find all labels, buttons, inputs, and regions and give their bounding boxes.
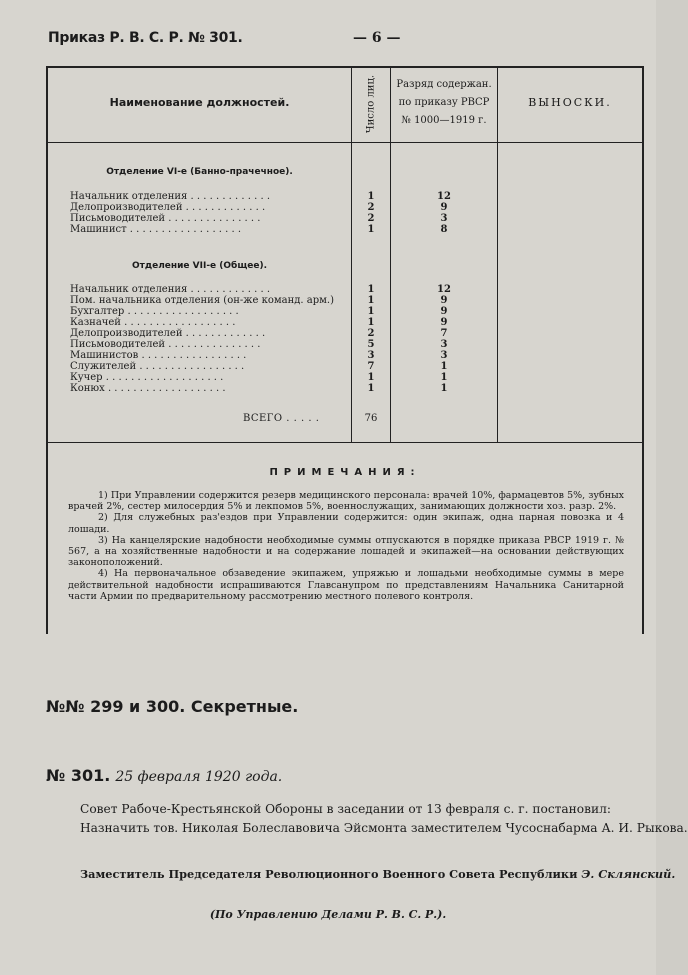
table-row	[48, 339, 642, 350]
header-order-title: Приказ Р. В. С. Р. № 301.	[48, 30, 243, 46]
signature-title: Заместитель Председателя Революционного Военного Совета Республики	[80, 867, 578, 881]
row-name: Бухгалтер . . . . . . . . . . . . . . . . . .	[70, 306, 239, 317]
row-grade: 9	[440, 295, 448, 306]
total-label: ВСЕГО . . . . .	[243, 413, 320, 424]
footer-office: (По Управлению Делами Р. В. С. Р.).	[209, 908, 447, 921]
row-grade: 1	[440, 372, 448, 383]
notes-body	[68, 490, 624, 602]
row-name: Делопроизводителей . . . . . . . . . . . . .	[70, 328, 266, 339]
row-count: 1	[367, 295, 375, 306]
staff-table	[46, 66, 644, 634]
column-header-count	[352, 66, 390, 142]
note-item: 1) При Управлении содержится резерв медицинского персонала: врачей 10%, фармацевтов 5%, зубных врачей 2%, сестер милосердия 5% и лекпомов 5%, военнослужащих, занимающих должности хоз. разр. 2%.	[68, 490, 624, 513]
row-grade: 7	[440, 328, 448, 339]
note-item: 2) Для служебных раз'ездов при Управлении содержится: один экипаж, одна парная повозка и 4 лошади.	[68, 512, 624, 535]
order-line: Совет Рабоче-Крестьянской Обороны в заседании от 13 февраля с. г. постановил:	[80, 802, 611, 816]
table-row	[48, 350, 642, 361]
table-top-rule	[48, 66, 642, 68]
table-row	[48, 328, 642, 339]
row-grade: 3	[440, 350, 448, 361]
table-notes-rule	[48, 442, 642, 443]
table-header-rule	[48, 142, 642, 143]
total-value: 76	[364, 413, 378, 424]
row-grade: 9	[440, 306, 448, 317]
note-item: 3) На канцелярские надобности необходимые суммы отпускаются в порядке приказа РВСР 1919 г. № 567, а на хозяйственные надобности и на содержание лошадей и экипажей—на основании действующих законоположений.	[68, 534, 624, 569]
table-row	[48, 361, 642, 372]
row-grade: 8	[440, 224, 448, 235]
table-row	[48, 383, 642, 394]
row-name: Кучер . . . . . . . . . . . . . . . . . . .	[70, 372, 224, 383]
section-title-vi: Отделение VI-е (Банно-прачечное).	[106, 167, 293, 177]
table-row	[48, 317, 642, 328]
row-name: Казначей . . . . . . . . . . . . . . . . . .	[70, 317, 236, 328]
row-count: 1	[367, 224, 375, 235]
row-grade: 1	[440, 361, 448, 372]
row-name: Пом. начальника отделения (он-же команд. арм.)	[70, 295, 334, 306]
order-number: № 301.	[46, 766, 111, 785]
table-row	[48, 191, 642, 202]
note-item: 4) На первоначальное обзаведение экипажем, упряжью и лошадьми необходимые суммы в мере действительной надобности испрашиваются Главсанупром по представлениям Начальника Санитарной части Армии по предварительному рассмотрению местного полевого контроля.	[68, 568, 624, 602]
row-count: 5	[367, 339, 375, 350]
table-row	[48, 295, 642, 306]
table-row	[48, 202, 642, 213]
header-page-number: — 6 —	[353, 30, 401, 46]
section-title-vii: Отделение VII-е (Общее).	[131, 261, 268, 271]
row-count: 7	[367, 361, 375, 372]
signature-line	[80, 867, 676, 881]
table-row	[48, 284, 642, 295]
row-name: Конюх . . . . . . . . . . . . . . . . . . .	[70, 383, 226, 394]
row-count: 1	[367, 191, 375, 202]
order-text	[80, 800, 688, 838]
row-count: 2	[367, 213, 375, 224]
column-header-grade-line: по приказу РВСР	[398, 97, 490, 108]
column-header-count-label: Число лиц.	[365, 74, 377, 134]
row-name: Начальник отделения . . . . . . . . . . . . .	[70, 191, 270, 202]
row-grade: 3	[440, 213, 448, 224]
row-grade: 9	[440, 202, 448, 213]
table-row	[48, 224, 642, 235]
running-header	[48, 30, 608, 52]
row-name: Письмоводителей . . . . . . . . . . . . . . .	[70, 339, 261, 350]
table-row	[48, 213, 642, 224]
order-line: Назначить тов. Николая Болеславовича Эйсмонта заместителем Чусоснабарма А. И. Рыкова.	[80, 821, 688, 835]
row-name: Письмоводителей . . . . . . . . . . . . . . .	[70, 213, 261, 224]
row-name: Служителей . . . . . . . . . . . . . . . . .	[70, 361, 245, 372]
row-grade: 1	[440, 383, 448, 394]
row-name: Машинистов . . . . . . . . . . . . . . . . .	[70, 350, 247, 361]
row-grade: 12	[437, 284, 451, 295]
order-date: 25 февраля 1920 года.	[115, 769, 283, 785]
column-header-grade-line: Разряд содержан.	[396, 79, 492, 90]
row-count: 2	[367, 328, 375, 339]
row-grade: 12	[437, 191, 451, 202]
table-row	[48, 372, 642, 383]
column-header-name: Наименование должностей.	[109, 96, 290, 109]
row-count: 2	[367, 202, 375, 213]
row-grade: 9	[440, 317, 448, 328]
notes-title: ПРИМЕЧАНИЯ:	[269, 467, 421, 478]
row-count: 1	[367, 317, 375, 328]
column-header-grade	[391, 76, 497, 130]
table-row	[48, 306, 642, 317]
row-grade: 3	[440, 339, 448, 350]
column-header-notes: ВЫНОСКИ.	[528, 96, 612, 109]
order-heading	[46, 766, 282, 785]
row-name: Начальник отделения . . . . . . . . . . . . .	[70, 284, 270, 295]
row-count: 1	[367, 372, 375, 383]
row-count: 1	[367, 383, 375, 394]
column-header-grade-line: № 1000—1919 г.	[401, 115, 487, 126]
secret-orders-heading: №№ 299 и 300. Секретные.	[46, 697, 299, 716]
signature-name: Э. Склянский.	[581, 867, 676, 881]
row-name: Машинист . . . . . . . . . . . . . . . . . .	[70, 224, 242, 235]
row-count: 1	[367, 306, 375, 317]
row-name: Делопроизводителей . . . . . . . . . . . . .	[70, 202, 266, 213]
row-count: 1	[367, 284, 375, 295]
row-count: 3	[367, 350, 375, 361]
